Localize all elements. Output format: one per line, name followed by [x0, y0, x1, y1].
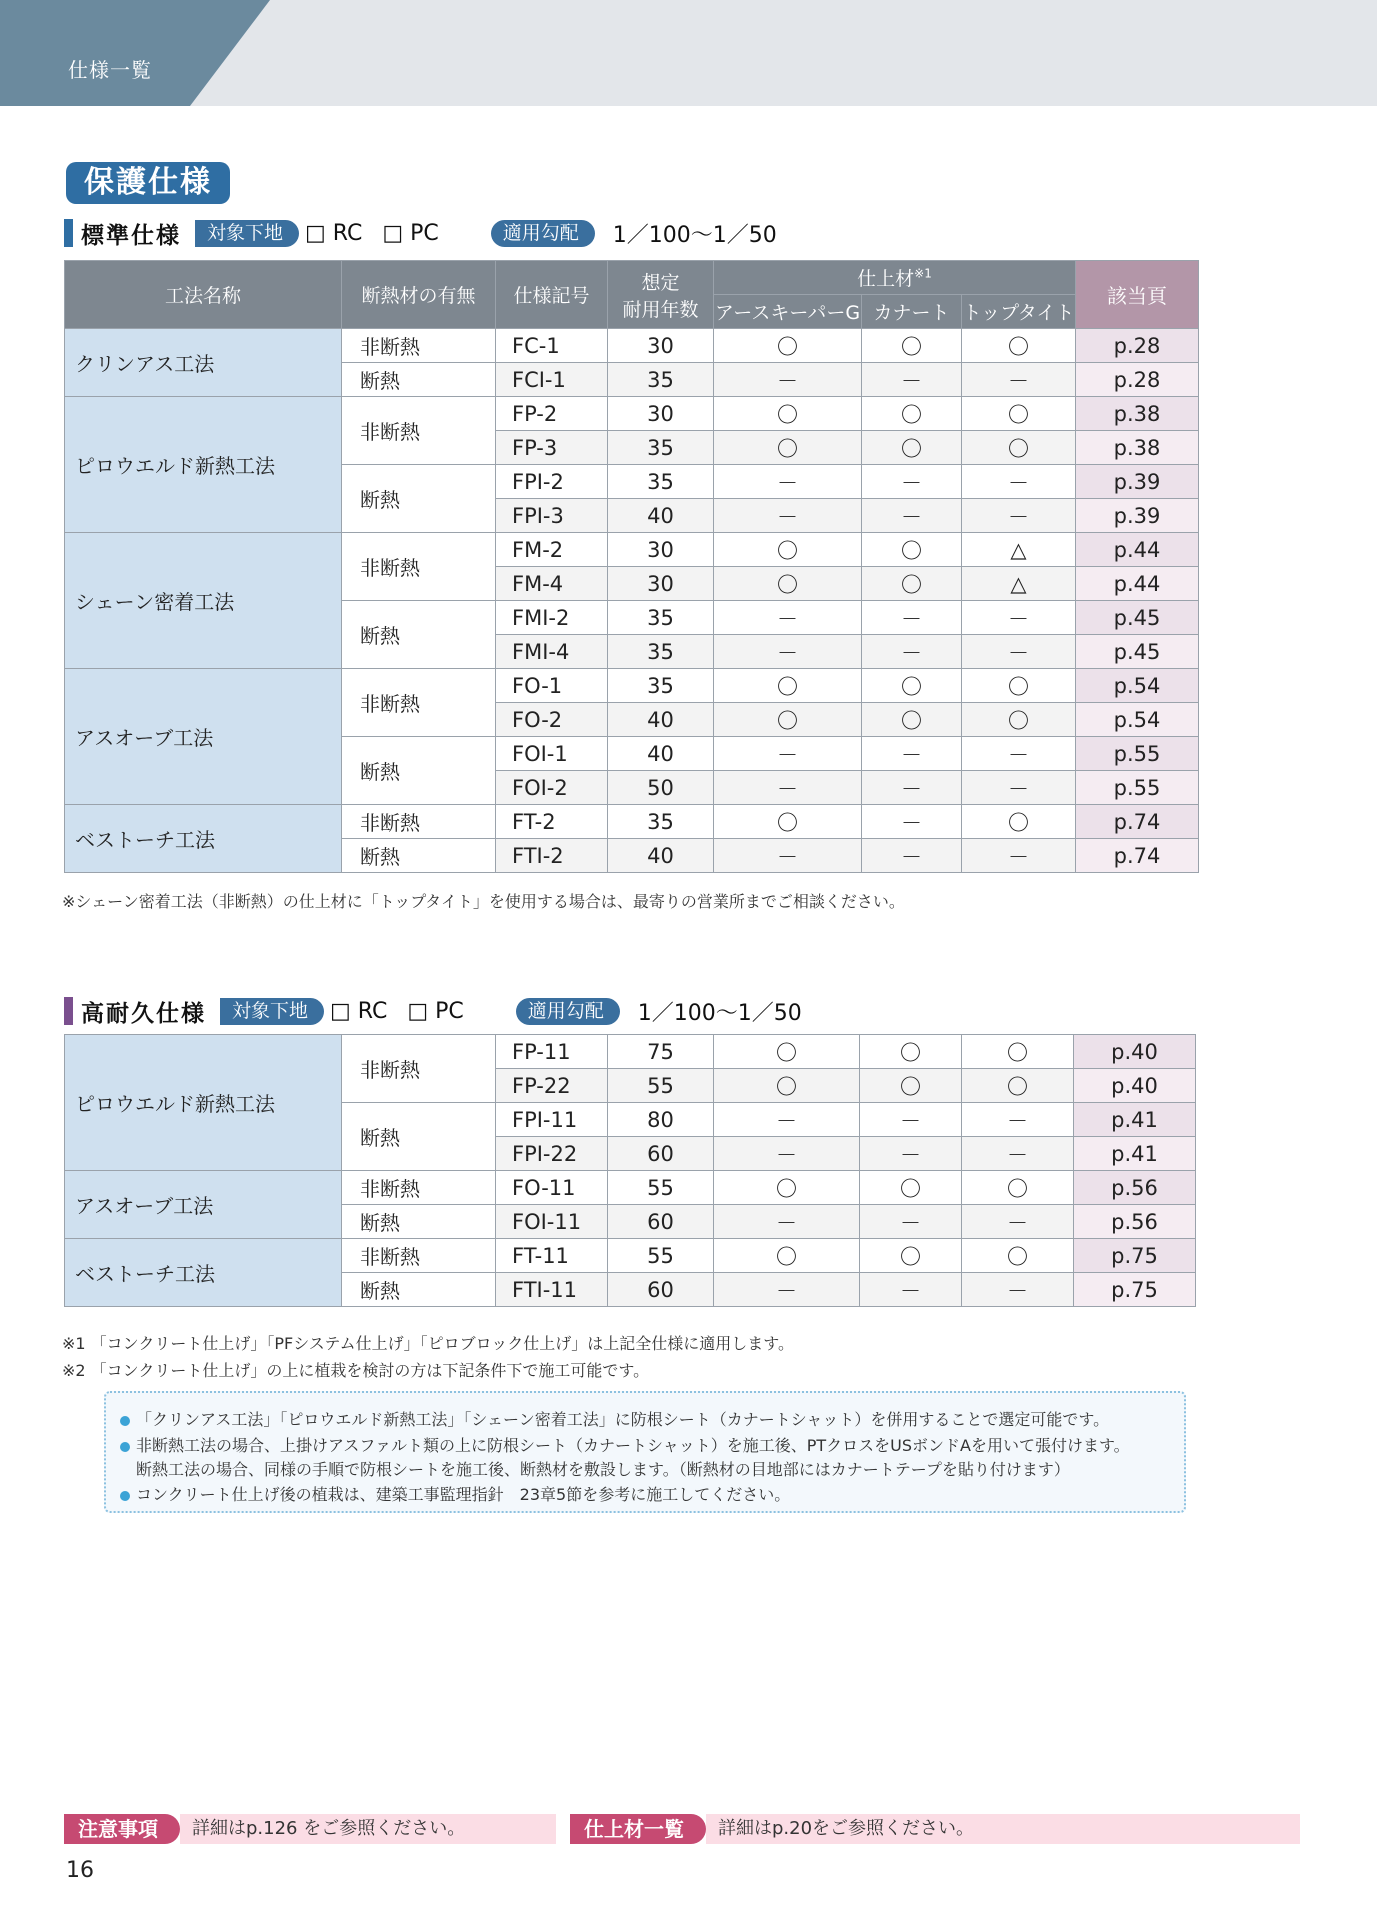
insulation-cell: 断熱 — [342, 465, 496, 533]
section-tab-shape — [0, 0, 280, 106]
spec-code-cell: FP-2 — [496, 397, 608, 431]
spec-code-cell: FPI-2 — [496, 465, 608, 499]
finish-2-cell: － — [862, 771, 962, 805]
finish-1-cell: 〇 — [714, 431, 862, 465]
page-ref-cell: p.56 — [1074, 1171, 1196, 1205]
standard-subheader — [64, 218, 777, 248]
insulation-cell: 非断熱 — [342, 397, 496, 465]
planting-info-box — [104, 1391, 1186, 1513]
finish-2-cell: 〇 — [862, 533, 962, 567]
note-1: ※1 「コンクリート仕上げ」「PFシステム仕上げ」「ピロブロック仕上げ」は上記全仕様に適用します。 — [62, 1334, 795, 1353]
finish-2-cell: － — [860, 1137, 962, 1171]
years-cell: 30 — [608, 397, 714, 431]
page-ref-cell: p.41 — [1074, 1103, 1196, 1137]
finish-2-cell: 〇 — [862, 329, 962, 363]
spec-code-cell: FCI-1 — [496, 363, 608, 397]
finish-1-cell: － — [714, 737, 862, 771]
page-ref-cell: p.54 — [1076, 703, 1199, 737]
durable-subheader — [64, 996, 802, 1026]
header-finish-1: アースキーパーG — [714, 295, 862, 329]
top-band — [0, 0, 1377, 106]
years-cell: 55 — [608, 1239, 714, 1273]
section-tab-label: 仕様一覧 — [68, 58, 152, 82]
page-ref-cell: p.54 — [1076, 669, 1199, 703]
spec-code-cell: FTI-2 — [496, 839, 608, 873]
finish-3-cell: － — [962, 771, 1076, 805]
spec-code-cell: FOI-11 — [496, 1205, 608, 1239]
spec-code-cell: FO-2 — [496, 703, 608, 737]
finish-1-cell: － — [714, 601, 862, 635]
method-cell: アスオーブ工法 — [65, 669, 342, 805]
spec-code-cell: FOI-1 — [496, 737, 608, 771]
finish-2-cell: 〇 — [862, 431, 962, 465]
page-number: 16 — [66, 1858, 94, 1883]
header-years-line1: 想定 — [641, 271, 680, 294]
bullet-dot — [120, 1491, 130, 1501]
slope-label: 適用勾配 — [491, 220, 595, 247]
finish-3-cell: － — [962, 635, 1076, 669]
insulation-cell: 非断熱 — [342, 1239, 496, 1273]
spec-code-cell: FO-1 — [496, 669, 608, 703]
finish-3-cell: 〇 — [962, 805, 1076, 839]
finish-3-cell: 〇 — [962, 431, 1076, 465]
years-cell: 35 — [608, 431, 714, 465]
finish-2-cell: 〇 — [862, 703, 962, 737]
target-label: 対象下地 — [220, 998, 324, 1025]
header-method: 工法名称 — [65, 261, 342, 329]
finish-3-cell: 〇 — [962, 703, 1076, 737]
page-ref-cell: p.40 — [1074, 1035, 1196, 1069]
years-cell: 80 — [608, 1103, 714, 1137]
slope-value: 1／100〜1／50 — [612, 222, 777, 248]
bullet-dot — [120, 1416, 130, 1426]
finish-3-cell: － — [962, 1137, 1074, 1171]
method-cell: ピロウエルド新熱工法 — [65, 397, 342, 533]
years-cell: 40 — [608, 737, 714, 771]
standard-name: 標準仕様 — [81, 222, 181, 249]
header-finish-2: カナート — [862, 295, 962, 329]
info-line-2: 非断熱工法の場合、上掛けアスファルト類の上に防根シート（カナートシャット）を施工後、PTクロスをUSボンドAを用いて張付けます。 — [120, 1433, 1130, 1456]
years-cell: 60 — [608, 1273, 714, 1307]
finish-1-cell: － — [714, 839, 862, 873]
finish-2-cell: 〇 — [862, 567, 962, 601]
header-code: 仕様記号 — [496, 261, 608, 329]
finish-3-cell: 〇 — [962, 1069, 1074, 1103]
finish-3-cell: 〇 — [962, 1171, 1074, 1205]
slope-value: 1／100〜1／50 — [637, 1000, 802, 1026]
header-finish-note: ※1 — [914, 266, 932, 281]
target-label: 対象下地 — [195, 220, 299, 247]
finish-3-cell: － — [962, 465, 1076, 499]
insulation-cell: 非断熱 — [342, 1035, 496, 1103]
page-ref-cell: p.44 — [1076, 567, 1199, 601]
years-cell: 35 — [608, 805, 714, 839]
page-ref-cell: p.40 — [1074, 1069, 1196, 1103]
page-ref-cell: p.44 — [1076, 533, 1199, 567]
insulation-cell: 非断熱 — [342, 1171, 496, 1205]
years-cell: 40 — [608, 703, 714, 737]
finish-3-cell: － — [962, 363, 1076, 397]
insulation-cell: 断熱 — [342, 839, 496, 873]
finish-2-cell: － — [862, 635, 962, 669]
finish-2-cell: － — [862, 839, 962, 873]
insulation-cell: 非断熱 — [342, 533, 496, 601]
header-years-line2: 耐用年数 — [622, 298, 699, 321]
insulation-cell: 断熱 — [342, 601, 496, 669]
table-row — [65, 329, 1199, 363]
finish-1-cell: － — [714, 771, 862, 805]
insulation-cell: 断熱 — [342, 363, 496, 397]
finish-2-cell: － — [862, 737, 962, 771]
finish-1-cell: － — [714, 1137, 860, 1171]
info-line-4: コンクリート仕上げ後の植栽は、建築工事監理指針 23章5節を参考に施工してください。 — [120, 1482, 790, 1505]
finish-1-cell: 〇 — [714, 669, 862, 703]
page-ref-cell: p.38 — [1076, 397, 1199, 431]
page-ref-cell: p.41 — [1074, 1137, 1196, 1171]
standard-note: ※シェーン密着工法（非断熱）の仕上材に「トップタイト」を使用する場合は、最寄りの営業所までご相談ください。 — [62, 892, 905, 911]
finish-3-cell: － — [962, 499, 1076, 533]
finish-1-cell: 〇 — [714, 1069, 860, 1103]
table-row — [65, 533, 1199, 567]
page-ref-cell: p.74 — [1076, 839, 1199, 873]
insulation-cell: 断熱 — [342, 1103, 496, 1171]
page-ref-cell: p.38 — [1076, 431, 1199, 465]
finish-1-cell: － — [714, 1103, 860, 1137]
page-ref-cell: p.75 — [1074, 1239, 1196, 1273]
spec-code-cell: FP-3 — [496, 431, 608, 465]
spec-code-cell: FM-4 — [496, 567, 608, 601]
info-line-1: 「クリンアス工法」「ピロウエルド新熱工法」「シェーン密着工法」に防根シート（カナートシャット）を併用することで選定可能です。 — [120, 1407, 1109, 1430]
finish-2-cell: 〇 — [862, 397, 962, 431]
page-ref-cell: p.39 — [1076, 499, 1199, 533]
spec-code-cell: FC-1 — [496, 329, 608, 363]
finish-3-cell: 〇 — [962, 1239, 1074, 1273]
finish-3-cell: － — [962, 1103, 1074, 1137]
years-cell: 35 — [608, 669, 714, 703]
finish-1-cell: 〇 — [714, 329, 862, 363]
finish-list-text: 詳細はp.20をご参照ください。 — [706, 1814, 1300, 1844]
finish-1-cell: 〇 — [714, 1035, 860, 1069]
finish-list-label: 仕上材一覧 — [570, 1814, 706, 1844]
spec-code-cell: FT-2 — [496, 805, 608, 839]
finish-1-cell: － — [714, 499, 862, 533]
check-pc: □ PC — [382, 220, 439, 246]
spec-code-cell: FPI-3 — [496, 499, 608, 533]
finish-2-cell: － — [860, 1273, 962, 1307]
spec-code-cell: FM-2 — [496, 533, 608, 567]
header-finish-label: 仕上材 — [857, 268, 915, 290]
spec-code-cell: FO-11 — [496, 1171, 608, 1205]
finish-2-cell: － — [862, 499, 962, 533]
finish-2-cell: － — [862, 805, 962, 839]
years-cell: 75 — [608, 1035, 714, 1069]
section-bar — [64, 997, 73, 1025]
finish-1-cell: － — [714, 465, 862, 499]
finish-2-cell: － — [862, 363, 962, 397]
years-cell: 40 — [608, 499, 714, 533]
finish-3-cell: － — [962, 601, 1076, 635]
header-page: 該当頁 — [1076, 261, 1199, 329]
table-row — [65, 669, 1199, 703]
finish-2-cell: － — [860, 1205, 962, 1239]
insulation-cell: 非断熱 — [342, 669, 496, 737]
years-cell: 35 — [608, 635, 714, 669]
method-cell: ベストーチ工法 — [65, 1239, 342, 1307]
finish-2-cell: 〇 — [860, 1239, 962, 1273]
spec-code-cell: FMI-2 — [496, 601, 608, 635]
finish-2-cell: － — [860, 1103, 962, 1137]
info-line-3: 断熱工法の場合、同様の手順で防根シートを施工後、断熱材を敷設します。（断熱材の目地部にはカナートテープを貼り付けます） — [136, 1460, 1070, 1479]
slope-label: 適用勾配 — [516, 998, 620, 1025]
page-ref-cell: p.28 — [1076, 363, 1199, 397]
method-cell: シェーン密着工法 — [65, 533, 342, 669]
finish-3-cell: 〇 — [962, 329, 1076, 363]
finish-2-cell: 〇 — [860, 1069, 962, 1103]
spec-code-cell: FTI-11 — [496, 1273, 608, 1307]
header-insulation: 断熱材の有無 — [342, 261, 496, 329]
finish-2-cell: － — [862, 465, 962, 499]
finish-1-cell: － — [714, 1205, 860, 1239]
years-cell: 35 — [608, 465, 714, 499]
finish-3-cell: △ — [962, 533, 1076, 567]
finish-3-cell: － — [962, 1273, 1074, 1307]
finish-3-cell: － — [962, 737, 1076, 771]
insulation-cell: 断熱 — [342, 1273, 496, 1307]
finish-3-cell: － — [962, 839, 1076, 873]
table-row — [65, 397, 1199, 431]
years-cell: 35 — [608, 601, 714, 635]
finish-1-cell: 〇 — [714, 1239, 860, 1273]
header-finish — [714, 261, 1076, 295]
insulation-cell: 断熱 — [342, 1205, 496, 1239]
header-years — [608, 261, 714, 329]
finish-1-cell: － — [714, 363, 862, 397]
finish-1-cell: － — [714, 635, 862, 669]
page-ref-cell: p.39 — [1076, 465, 1199, 499]
method-cell: ベストーチ工法 — [65, 805, 342, 873]
finish-1-cell: － — [714, 1273, 860, 1307]
finish-2-cell: 〇 — [860, 1171, 962, 1205]
header-finish-3: トップタイト — [962, 295, 1076, 329]
caution-label: 注意事項 — [64, 1814, 180, 1844]
insulation-cell: 断熱 — [342, 737, 496, 805]
page-ref-cell: p.45 — [1076, 635, 1199, 669]
spec-code-cell: FPI-22 — [496, 1137, 608, 1171]
caution-text: 詳細はp.126 をご参照ください。 — [180, 1814, 556, 1844]
table-row — [65, 1035, 1196, 1069]
check-rc: □ RC — [305, 220, 363, 246]
years-cell: 35 — [608, 363, 714, 397]
finish-3-cell: 〇 — [962, 1035, 1074, 1069]
bullet-dot — [120, 1442, 130, 1452]
page-ref-cell: p.45 — [1076, 601, 1199, 635]
years-cell: 30 — [608, 329, 714, 363]
years-cell: 60 — [608, 1137, 714, 1171]
finish-3-cell: △ — [962, 567, 1076, 601]
table-row — [65, 805, 1199, 839]
spec-code-cell: FP-11 — [496, 1035, 608, 1069]
page-ref-cell: p.74 — [1076, 805, 1199, 839]
finish-3-cell: － — [962, 1205, 1074, 1239]
finish-1-cell: 〇 — [714, 703, 862, 737]
years-cell: 50 — [608, 771, 714, 805]
finish-1-cell: 〇 — [714, 567, 862, 601]
spec-code-cell: FOI-2 — [496, 771, 608, 805]
page-ref-cell: p.56 — [1074, 1205, 1196, 1239]
insulation-cell: 非断熱 — [342, 805, 496, 839]
section-bar — [64, 219, 73, 247]
check-pc: □ PC — [407, 998, 464, 1024]
page-title: 保護仕様 — [66, 162, 230, 204]
finish-2-cell: 〇 — [862, 669, 962, 703]
footer-caution — [64, 1814, 556, 1844]
page-ref-cell: p.28 — [1076, 329, 1199, 363]
finish-1-cell: 〇 — [714, 805, 862, 839]
note-2: ※2 「コンクリート仕上げ」の上に植栽を検討の方は下記条件下で施工可能です。 — [62, 1361, 650, 1380]
footer-finish-list — [570, 1814, 1300, 1844]
page-ref-cell: p.55 — [1076, 771, 1199, 805]
page-ref-cell: p.55 — [1076, 737, 1199, 771]
spec-code-cell: FT-11 — [496, 1239, 608, 1273]
finish-2-cell: － — [862, 601, 962, 635]
insulation-cell: 非断熱 — [342, 329, 496, 363]
finish-3-cell: 〇 — [962, 397, 1076, 431]
page-ref-cell: p.75 — [1074, 1273, 1196, 1307]
spec-code-cell: FMI-4 — [496, 635, 608, 669]
years-cell: 40 — [608, 839, 714, 873]
years-cell: 55 — [608, 1171, 714, 1205]
finish-1-cell: 〇 — [714, 533, 862, 567]
spec-code-cell: FP-22 — [496, 1069, 608, 1103]
years-cell: 55 — [608, 1069, 714, 1103]
spec-code-cell: FPI-11 — [496, 1103, 608, 1137]
finish-1-cell: 〇 — [714, 1171, 860, 1205]
finish-2-cell: 〇 — [860, 1035, 962, 1069]
durable-spec-table — [64, 1034, 1196, 1307]
method-cell: ピロウエルド新熱工法 — [65, 1035, 342, 1171]
years-cell: 30 — [608, 533, 714, 567]
table-row — [65, 1171, 1196, 1205]
years-cell: 60 — [608, 1205, 714, 1239]
table-row — [65, 1239, 1196, 1273]
finish-1-cell: 〇 — [714, 397, 862, 431]
check-rc: □ RC — [330, 998, 388, 1024]
standard-spec-table — [64, 260, 1199, 873]
method-cell: アスオーブ工法 — [65, 1171, 342, 1239]
years-cell: 30 — [608, 567, 714, 601]
durable-name: 高耐久仕様 — [81, 1000, 206, 1027]
method-cell: クリンアス工法 — [65, 329, 342, 397]
finish-3-cell: 〇 — [962, 669, 1076, 703]
